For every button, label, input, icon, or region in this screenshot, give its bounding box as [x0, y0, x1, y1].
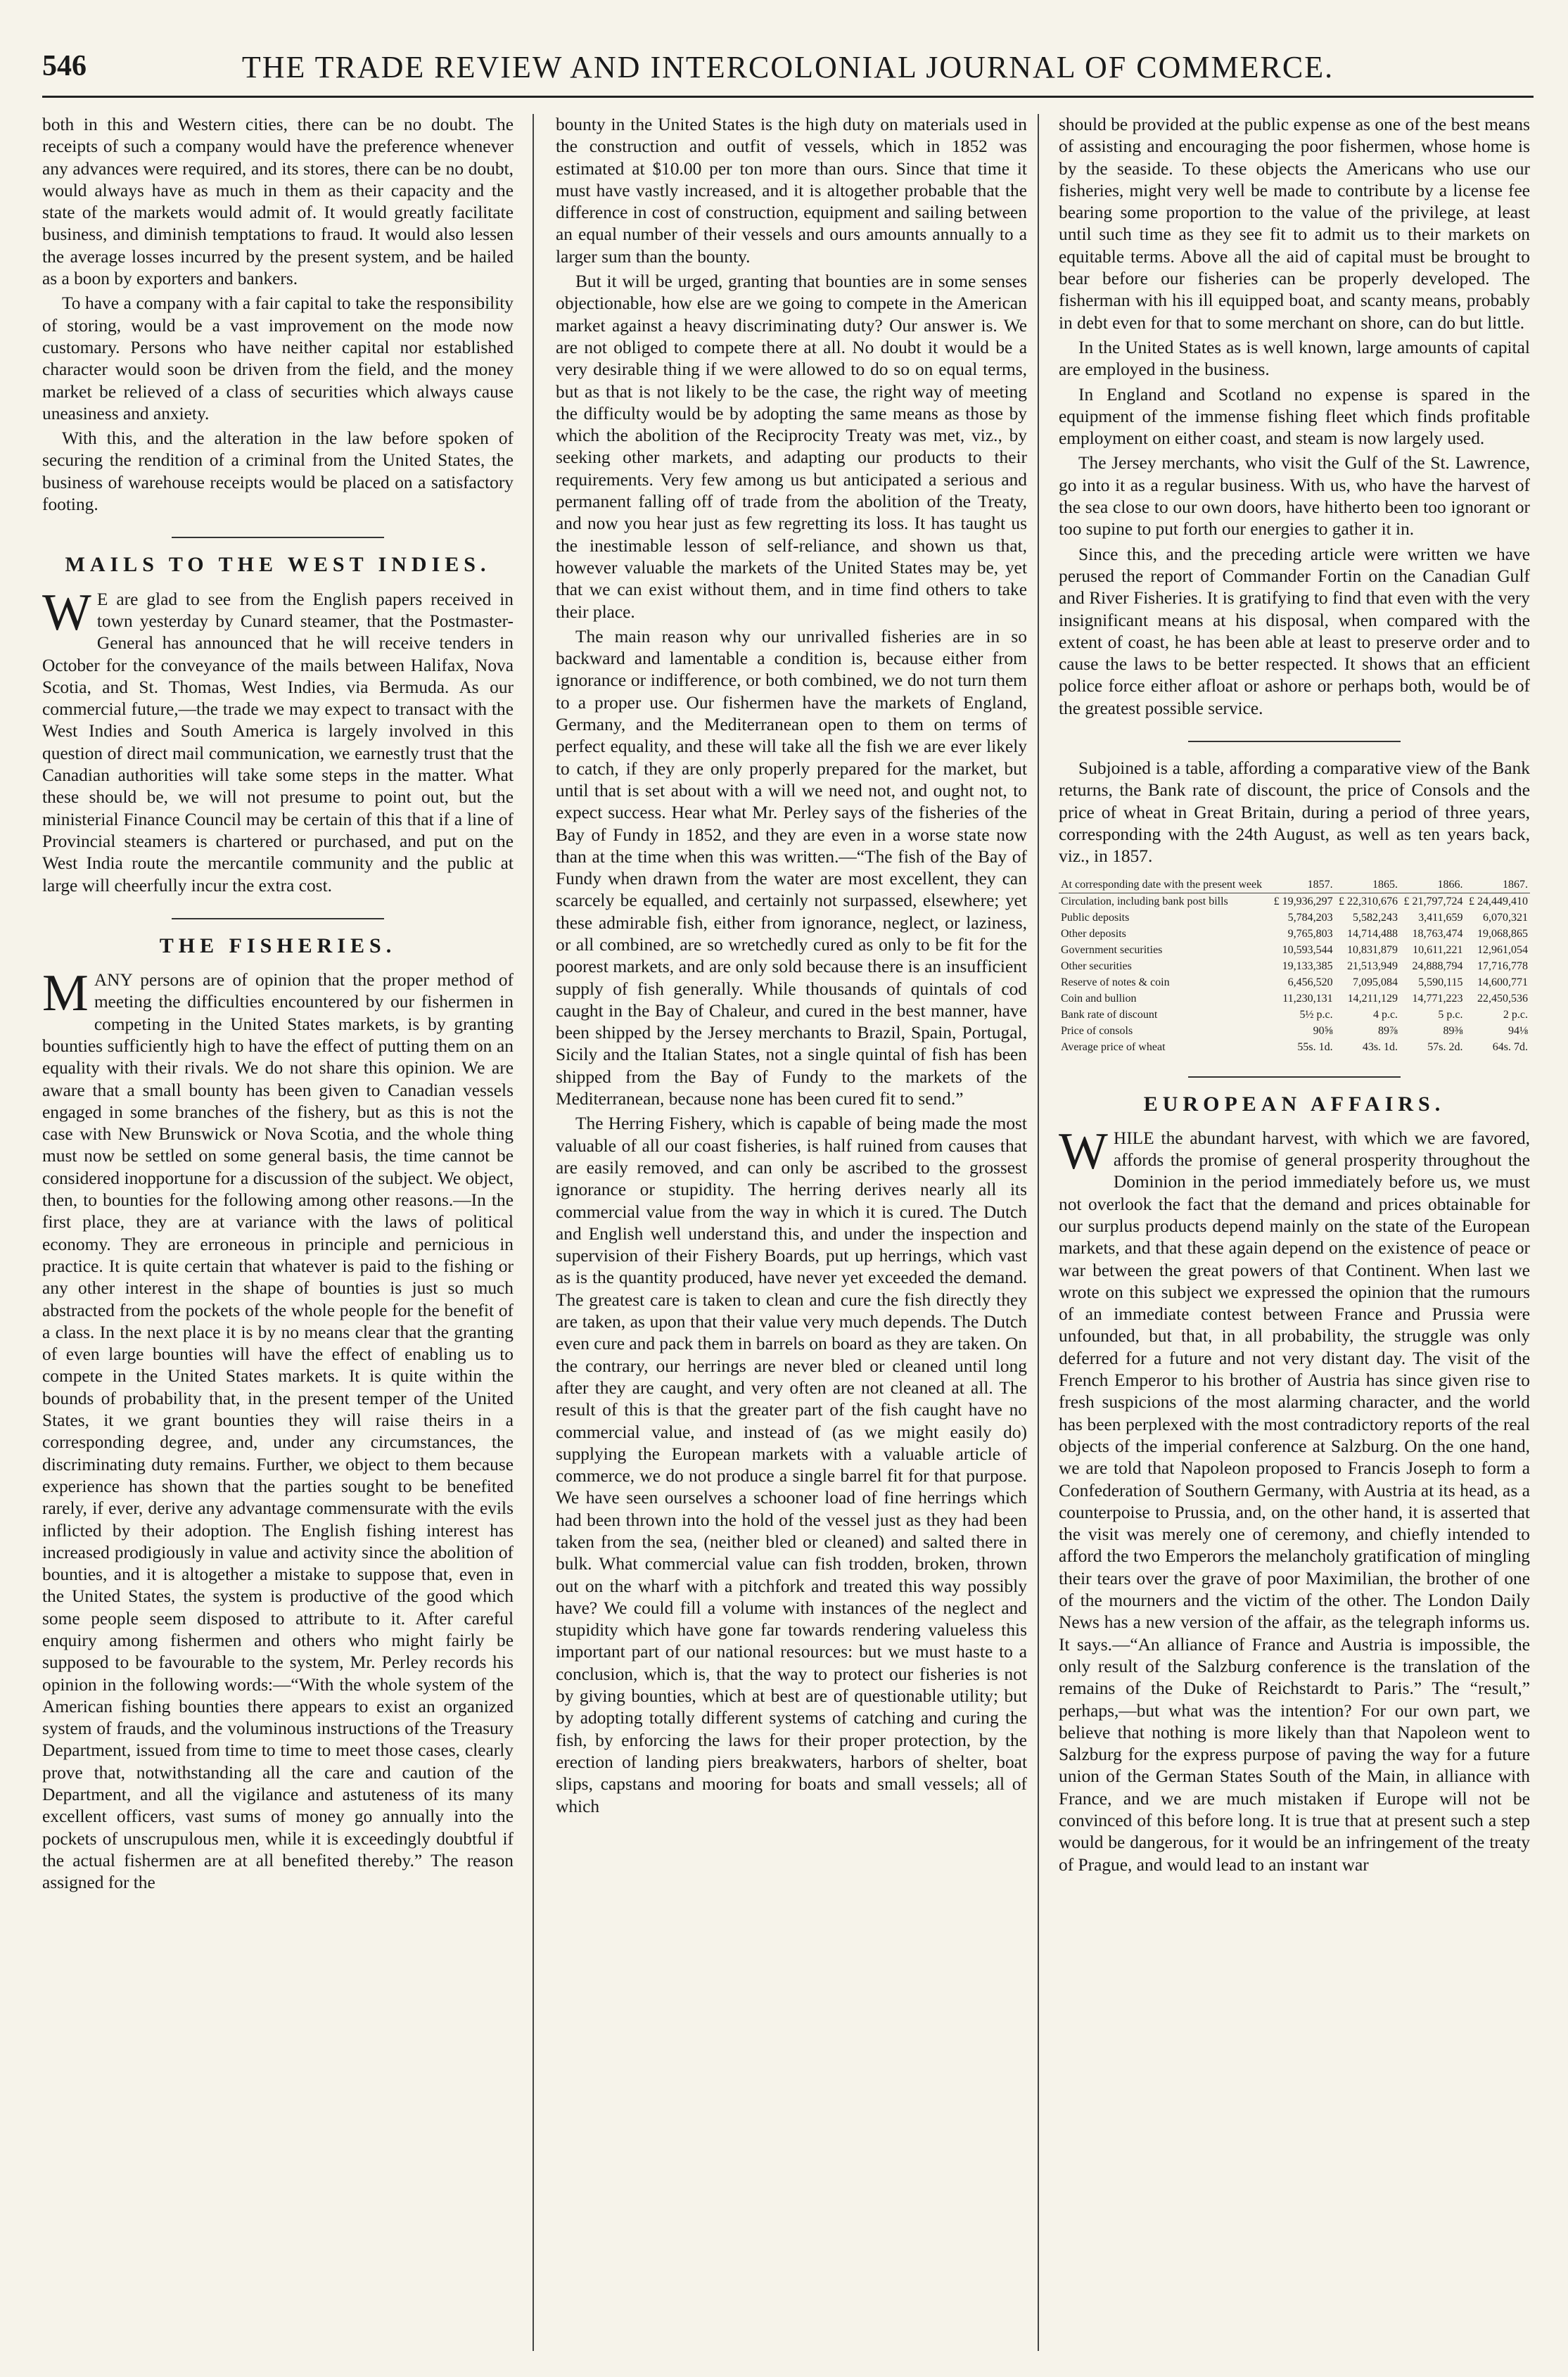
table-cell: £ 22,310,676: [1339, 895, 1398, 907]
left-column: [42, 114, 514, 2351]
table-cell: 4 p.c.: [1372, 1008, 1398, 1021]
section-rule: [1188, 741, 1401, 742]
paragraph: bounty in the United States is the high duty on materials used in the construction and outfit of vessels, which in 1852 was estimated at $10.00 per ton more than ours. Since that time it must have vastly increased, and it is altogether probable that the difference in cost of construction, equipment and sailing between an equal number of their vessels and ours amounts annually to a larger sum than the bounty.: [556, 115, 1027, 267]
column-divider: [1038, 114, 1039, 2351]
table-cell: Public deposits: [1061, 911, 1130, 924]
table-header-row: [1059, 877, 1530, 893]
section-rule: [1188, 1076, 1401, 1078]
table-cell: 55s. 1d.: [1297, 1040, 1333, 1053]
paragraph: The Jersey merchants, who visit the Gulf of the St. Lawrence, go into it as a regular business. With us, who have the harvest of the sea close to our own doors, have hitherto been too ignorant or too supine to put forth our energies to gather it in.: [1059, 453, 1530, 540]
table-cell: 5,784,203: [1287, 911, 1333, 924]
table-cell: 18,763,474: [1412, 927, 1463, 940]
table-cell: Average price of wheat: [1061, 1040, 1166, 1053]
table-cell: 12,961,054: [1477, 943, 1528, 956]
running-title: THE TRADE REVIEW AND INTERCOLONIAL JOURNAL OF COMMERCE.: [241, 50, 1334, 84]
bank-returns-table: [1059, 877, 1530, 1055]
table-cell: 14,600,771: [1477, 976, 1528, 988]
table-cell: 5,590,115: [1418, 976, 1463, 988]
paragraph: But it will be urged, granting that bounties are in some senses objectionable, how else are we going to compete in the American market against a heavy discriminating duty? Our answer is. We are not obliged to compete there at all. No doubt it would be a very desirable thing if we were allowed to do so on equal terms, but as that is not likely to be the case, the right way of meeting the difficulty would be by adopting the same means as those by which the abolition of the Reciprocity Treaty was met, viz., by seeking other markets, and adapting our products to their requirements. Very few among us but anticipated a serious and permanent falling off of trade from the abolition of the Treaty, and now you hear just as few regretting its loss. It has taught us the inestimable lesson of self-reliance, and shown us that, however valuable the markets of the United States may be, yet that we can exist without them, and in time find others to take their place.: [556, 272, 1027, 622]
table-cell: 10,611,221: [1413, 943, 1463, 956]
table-header-cell: 1867.: [1465, 877, 1531, 893]
paragraph: In England and Scotland no expense is spared in the equipment of the immense fishing fleet which finds profitable employment on either coast, and steam is now largely used.: [1059, 384, 1530, 449]
table-cell: 9,765,803: [1287, 927, 1333, 940]
table-row: [1059, 1023, 1530, 1039]
table-row: [1059, 926, 1530, 942]
paragraph: Since this, and the preceding article were written we have perused the report of Commander Fortin on the Canadian Gulf and River Fisheries. It is gratifying to find that even with the very insignificant means at his disposal, when compared with the extent of coast, he has been able at least to preserve order and to cause the laws to be better respected. It shows that an efficient police force either afloat or ashore or perhaps both, would be of the greatest possible service.: [1059, 544, 1530, 718]
page-number: 546: [42, 50, 87, 82]
table-cell: Bank rate of discount: [1061, 1008, 1158, 1021]
right-column: [1059, 114, 1530, 2351]
drop-cap: M: [42, 964, 89, 1023]
table-cell: Other deposits: [1061, 927, 1126, 940]
table-header-cell: 1865.: [1335, 877, 1400, 893]
table-cell: 90⅝: [1313, 1024, 1333, 1037]
paragraph: In the United States as is well known, large amounts of capital are employed in the business.: [1059, 337, 1530, 380]
section-heading-mails: MAILS TO THE WEST INDIES.: [65, 553, 491, 577]
section-rule: [172, 918, 384, 919]
table-cell: 64s. 7d.: [1492, 1040, 1528, 1053]
paragraph: The Herring Fishery, which is capable of being made the most valuable of all our coast fisheries, is half ruined from causes that are easily removed, and can only be ascribed to the grossest ignorance or stupidity. The herring derives nearly all its commercial value from the way in which it is cured. The Dutch and English well understand this, and under the inspection and supervision of their Fishery Boards, put up herrings, which vast as is the quantity produced, have never yet exceeded the demand. The greatest care is taken to clean and cure the fish directly they are taken, as upon that their value very much depends. The Dutch even cure and pack them in barrels on board as they are taken. On the contrary, our herrings are never bled or cleaned until long after they are caught, and very often are not cleaned at all. The result of this is that the greater part of the fish caught have no commercial value, and instead of (as we might easily do) supplying the European markets with a valuable article of commerce, we do not produce a single barrel fit for that purpose. We have seen ourselves a schooner load of fine herrings which had been thrown into the hold of the vessel just as they had been taken from the sea, (neither bled or cleaned) and salted there in bulk. What commercial value can fish trodden, broken, thrown out on the wharf with a pitchfork and treated this way possibly have? We could fill a volume with instances of the neglect and stupidity which have gone far towards rendering valueless this important part of our national resources: but we must haste to a conclusion, which is, that the way to protect our fisheries is not by giving bounties, which at best are of questionable utility; but by adopting totally different systems of catching and curing the fish, by enforcing the laws for their proper protection, by the erection of landing piers breakwaters, harbors of shelter, boat slips, capstans and mooring for boats and small vessels; all of which: [556, 1114, 1027, 1816]
table-cell: 7,095,084: [1353, 976, 1398, 988]
table-row: [1059, 990, 1530, 1007]
table-row: [1059, 910, 1530, 926]
table-cell: 5½ p.c.: [1299, 1008, 1333, 1021]
table-cell: Circulation, including bank post bills: [1061, 895, 1228, 907]
table-intro: Subjoined is a table, affording a comparative view of the Bank returns, the Bank rate of discount, the price of Consols and the price of wheat in Great Britain, during a period of three years, corresponding with the 24th August, as well as ten years back, viz., in 1857.: [1059, 758, 1530, 867]
table-cell: 14,771,223: [1412, 992, 1463, 1005]
drop-cap: W: [42, 583, 91, 642]
table-row: [1059, 974, 1530, 990]
table-cell: 14,714,488: [1347, 927, 1398, 940]
paragraph-text: E are glad to see from the English papers received in town yesterday by Cunard steamer, that the Postmaster-General has announced that he will receive tenders in October for the conveyance of the mails between Halifax, Nova Scotia, and St. Thomas, West Indies, via Bermuda. As our commercial future,—the trade we may expect to transact with the West Indies and South America is largely involved in this question of direct mail communication, we earnestly trust that the Canadian authorities will take some steps in the matter. What these should be, we will not presume to point out, but the ministerial Finance Council may be certain of this that if a line of Provincial steamers is chartered or purchased, and put on the West India route the mercantile community and the public at large will cheerfully incur the extra cost.: [42, 589, 514, 896]
section-rule: [172, 537, 384, 538]
table-cell: £ 19,936,297: [1273, 895, 1333, 907]
table-header-cell: 1857.: [1270, 877, 1334, 893]
article-european-paragraph: [1059, 1122, 1530, 1876]
table-cell: 19,068,865: [1477, 927, 1528, 940]
table-cell: £ 21,797,724: [1403, 895, 1463, 907]
table-cell: 2 p.c.: [1503, 1008, 1528, 1021]
table-header-cell: 1866.: [1400, 877, 1465, 893]
table-row: [1059, 1039, 1530, 1055]
paragraph: With this, and the alteration in the law before spoken of securing the rendition of a criminal from the United States, the business of warehouse receipts would be placed on a satisfactory footing.: [42, 428, 514, 515]
page-header: [42, 46, 1534, 98]
section-heading-fisheries: THE FISHERIES.: [159, 933, 397, 957]
table-cell: Reserve of notes & coin: [1061, 976, 1170, 988]
table-cell: Price of consols: [1061, 1024, 1133, 1037]
table-cell: 57s. 2d.: [1427, 1040, 1463, 1053]
table-cell: 6,070,321: [1483, 911, 1528, 924]
table-row: [1059, 1007, 1530, 1023]
table-body: [1059, 893, 1530, 1055]
paragraph: both in this and Western cities, there can be no doubt. The receipts of such a company would have the preference whenever any advances were required, and its stores, there can be no doubt, would always have as much in them as their capacity and the state of the markets would admit of. It would greatly facilitate business, and diminish temptations to fraud. It would also lessen the average losses incurred by the present system, and be hailed as a boon by exporters and bankers.: [42, 115, 514, 289]
section-heading-european: EUROPEAN AFFAIRS.: [1143, 1092, 1446, 1116]
table-cell: 21,513,949: [1347, 960, 1398, 972]
table-cell: 89⅜: [1443, 1024, 1463, 1037]
table-row: [1059, 958, 1530, 974]
table-cell: 6,456,520: [1287, 976, 1333, 988]
paragraph-text: ANY persons are of opinion that the proper method of meeting the difficulties encountered by our fishermen in competing in the United States markets, is by granting bounties sufficiently high to have the effect of putting them on an equality with their rivals. We do not share this opinion. We are aware that a small bounty has been given to Canadian vessels engaged in some branches of the fishery, but as this is not the case with New Brunswick or Nova Scotia, and the whole thing must now be settled on some general basis, the time cannot be considered inopportune for a discussion of the subject. We object, then, to bounties for the following among other reasons.—In the first place, they are at variance with the laws of political economy. They are erroneous in principle and pernicious in practice. It is quite certain that whatever is paid to the fishing or any other interest in the shape of bounties is just so much abstracted from the pockets of the whole people for the benefit of a class. In the next place it is by no means clear that the granting of even large bounties will have the effect of enabling us to compete in the United States markets. It is quite within the bounds of probability that, in the present temper of the United States, it we grant bounties they will raise theirs in a corresponding degree, and, under any circumstances, the discriminating duty remains. Further, we object to them because experience has shown that the parties sought to be benefited rarely, if ever, derive any advantage commensurate with the evils inflicted by their adoption. The English fishing interest has increased prodigiously in value and activity since the abolition of bounties, and it is altogether a mistake to suppose that, even in the United States, the system is productive of the good which some people seem disposed to attribute to it. After careful enquiry among fishermen and others who might fairly be supposed to be favourable to the system, Mr. Perley records his opinion in the following words:—“With the whole system of the American fishing bounties there appears to exist an organized system of frauds, and the voluminous instructions of the Treasury Department, issued from time to time to meet those cases, clearly prove that, notwithstanding all the care and caution of the Department, and all the vigilance and astuteness of its many excellent officers, vast sums of money go annually into the pockets of unscrupulous men, while it is exceedingly doubtful if the actual fishermen are at all benefited thereby.” The reason assigned for the: [42, 970, 514, 1893]
table-header-cell: At corresponding date with the present week: [1059, 877, 1270, 893]
table-cell: 5,582,243: [1353, 911, 1398, 924]
table-cell: 89⅞: [1378, 1024, 1398, 1037]
paragraph: should be provided at the public expense as one of the best means of assisting and encouraging the poor fishermen, whose home is by the seaside. To these objects the Americans who use our fisheries, might very well be made to contribute by a license fee bearing some proportion to the value of the privilege, at least until such time as they see fit to admit us to their markets on equitable terms. Above all the aid of capital must be brought to bear before our fisheries can be properly developed. The fisherman with his ill equipped boat, and scanty means, probably in debt even for that to some merchant on shore, can do but little.: [1059, 115, 1530, 333]
table-cell: 24,888,794: [1412, 960, 1463, 972]
paragraph-text: HILE the abundant harvest, with which we are favored, affords the promise of general prosperity throughout the Dominion in the period immediately before us, we must not overlook the fact that the demand and prices obtainable for our surplus products depend mainly on the state of the European markets, and that these again depend on the existence of peace or war between the great powers of that Continent. When last we wrote on this subject we expressed the opinion that the rumours of an immediate contest between France and Prussia were unfounded, but that, in all probability, the struggle was only deferred for a future and not very distant day. The visit of the French Emperor to his brother of Austria has since given rise to fresh suspicions of the most alarming character, and the world has been perplexed with the most contradictory reports of the real objects of the imperial conference at Salzburg. On the one hand, we are told that Napoleon proposed to Francis Joseph to form a Confederation of Southern Germany, with Austria at its head, as a counterpoise to Prussia, and, on the other hand, it is asserted that the visit was merely one of ceremony, and chiefly intended to afford the two Emperors the melancholy gratification of mingling their tears over the grave of poor Maximilian, the brother of one of the mourners and the victim of the other. The London Daily News has a new version of the affair, as the telegraph informs us. It says.—“An alliance of France and Austria is impossible, the only result of the Salzburg conference is the translation of the remains of the Duke of Reichstardt to Paris.” The “result,” perhaps,—but what was the intention? For our own part, we believe that nothing is more likely than that Napoleon went to Salzburg for the express purpose of paving the way for a future union of the German States South of the Main, in alliance with France, and we are much mistaken if Europe will not be convinced of this before long. It is true that at present such a step would be dangerous, for it would be an infringement of the treaty of Prague, and would lead to an instant war: [1059, 1128, 1530, 1875]
table-cell: 19,133,385: [1282, 960, 1333, 972]
table-cell: 11,230,131: [1282, 992, 1333, 1005]
table-cell: 14,211,129: [1347, 992, 1398, 1005]
column-divider: [533, 114, 534, 2351]
article-fisheries-paragraph: [42, 964, 514, 1894]
table-cell: Other securities: [1061, 960, 1132, 972]
paragraph: The main reason why our unrivalled fisheries are in so backward and lamentable a condition is, because either from ignorance or indifference, or both combined, we do not turn them to a proper use. Our fishermen have the markets of England, Germany, and the Mediterranean open to them on terms of perfect equality, and these will take all the fish we are ever likely to catch, if they are only properly prepared for the market, but until that is set about with a will we need not, and ought not, to expect success. Hear what Mr. Perley says of the fisheries of the Bay of Fundy in 1852, and they are even in a worse state now than at the time when this was written.—“The fish of the Bay of Fundy when drawn from the water are most excellent, they can scarcely be equalled, and certainly not surpassed, elsewhere; yet these admirable fish, either from ignorance, neglect, or laziness, or all combined, are so wretchedly cured as only to be fit for the poorest markets, and are only sold because there is an insufficient supply of fish generally. While thousands of quintals of cod caught in the Bay of Chaleur, and cured in the best manner, have been shipped by the Jersey merchants to Brazil, Spain, Portugal, Sicily and the Italian States, not a single quintal of fish has been shipped from the Bay of Fundy to the markets of the Mediterranean, because none has been cured fit to send.”: [556, 626, 1027, 1109]
table-cell: 5 p.c.: [1438, 1008, 1463, 1021]
table-cell: 10,831,879: [1347, 943, 1398, 956]
article-mails-paragraph: [42, 583, 514, 897]
table-cell: Government securities: [1061, 943, 1163, 956]
table-cell: 3,411,659: [1418, 911, 1463, 924]
table-cell: £ 24,449,410: [1469, 895, 1528, 907]
paragraph: To have a company with a fair capital to take the responsibility of storing, would be a vast improvement on the mode now customary. Persons who have neither capital nor established character would soon be driven from the field, and the money market be relieved of a class of securities which always cause uneasiness and anxiety.: [42, 293, 514, 423]
table-row: [1059, 942, 1530, 958]
table-cell: 10,593,544: [1282, 943, 1333, 956]
table-row: [1059, 893, 1530, 910]
table-cell: 43s. 1d.: [1362, 1040, 1398, 1053]
table-cell: 22,450,536: [1477, 992, 1528, 1005]
table-cell: 17,716,778: [1477, 960, 1528, 972]
table-cell: Coin and bullion: [1061, 992, 1137, 1005]
drop-cap: W: [1059, 1122, 1108, 1180]
middle-column: [556, 114, 1027, 2351]
table-cell: 94⅛: [1508, 1024, 1528, 1037]
